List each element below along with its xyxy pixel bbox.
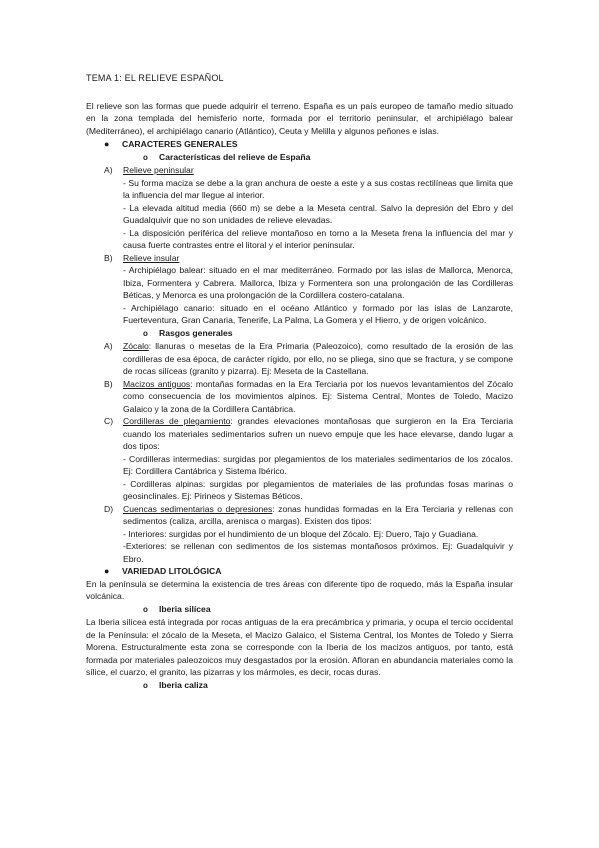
- term-description: : grandes elevaciones montañosas que surgieron en la Era Terciaria cuando los materiales sedimentarios sufren un nuevo empuje que les hace elevarse, dando lugar a dos tipos:: [123, 416, 513, 451]
- subheading-label: Rasgos generales: [159, 327, 233, 338]
- list-item-relieve-insular: [104, 252, 513, 327]
- sub-bullet-icon: o: [143, 152, 148, 162]
- section-heading-variedad: [104, 565, 513, 578]
- intro-paragraph: El relieve son las formas que puede adquirir el terreno. España es un país europeo de tamaño medio situado en la zona templada del hemisferio norte, formada por el territorio peninsular, el archipiélago balear (Mediterráneo), el archipiélago canario (Atlántico), Ceuta y Melilla y algunos peñones e islas.: [86, 100, 513, 136]
- term-description: : zonas hundidas formadas en la Era Terciaria y rellenas con sedimentos (caliza, arcilla, arenisca o margas). Existen dos tipos:: [123, 503, 513, 526]
- subheading-label: Iberia silícea: [159, 603, 211, 614]
- list-marker: B): [104, 252, 113, 263]
- sub-bullet-icon: o: [143, 328, 148, 338]
- list-line: - Cordilleras alpinas: surgidas por plegamientos de materiales de las profundas fosas marinas o geosinclinales. Ej: Pirineos y Sistemas Béticos.: [123, 478, 513, 501]
- list-item-text: [123, 415, 513, 453]
- subheading-rasgos: [143, 327, 513, 341]
- list-line: -Exteriores: se rellenan con sedimentos de los sistemas montañosos próximos. Ej: Guadalquivir y Ebro.: [123, 541, 513, 564]
- list-item-cordilleras: [104, 415, 513, 503]
- subheading-iberia-caliza: [143, 679, 513, 693]
- term: Cordilleras de plegamiento: [123, 416, 231, 426]
- list-item-label: Relieve peninsular: [123, 165, 194, 175]
- bullet-icon: ●: [104, 139, 110, 149]
- document-title: TEMA 1: EL RELIEVE ESPAÑOL: [86, 73, 224, 83]
- list-item-macizos: [104, 378, 513, 416]
- section-intro: En la península se determina la existencia de tres áreas con diferente tipo de roquedo, más la España insular volcánica.: [86, 578, 513, 601]
- list-marker: A): [104, 341, 113, 351]
- list-marker: B): [104, 378, 113, 389]
- list-item-cuencas: [104, 503, 513, 566]
- subheading-caracteristicas: [143, 151, 513, 165]
- list-item-relieve-peninsular: [104, 164, 513, 252]
- term: Zócalo: [123, 341, 149, 351]
- list-item-text: [123, 503, 513, 528]
- list-marker: D): [104, 503, 114, 514]
- subheading-label: Iberia caliza: [159, 679, 208, 690]
- subheading-label: Características del relieve de España: [159, 151, 311, 162]
- term-description: : montañas formadas en la Era Terciaria por los nuevos levantamientos del Zócalo como consecuencia de los movimientos alpinos. Ej: Sistema Central, Montes de Toledo, Macizo Galaico y la zona de la Cordillera Cantábrica.: [123, 378, 513, 414]
- list-line: - Interiores: surgidas por el hundimiento de un bloque del Zócalo. Ej: Duero, Tajo y Guadiana.: [123, 528, 479, 539]
- list-item-zocalo: [104, 340, 513, 378]
- list-item-label: Relieve insular: [123, 252, 180, 263]
- paragraph-iberia-silicea: La Iberia silícea está integrada por rocas antiguas de la era precámbrica y primaria, y ocupa el tercio occidental de la Península: el zócalo de la Meseta, el Macizo Galaico, el Sistema Central, los Montes de Toledo y Sierra Morena. Estructuralmente esta zona se corresponde con la Iberia de los macizos antiguos, por tanto, está formada por materiales paleozoicos muy desgastados por la erosión. Afloran en abundancia materiales como la sílice, el cuarzo, el granito, las pizarras y los mármoles, es decir, rocas duras.: [86, 617, 513, 677]
- section-heading-caracteres: [104, 138, 513, 151]
- list-line: - Su forma maciza se debe a la gran anchura de oeste a este y a sus costas rectilíneas que limita que la influencia del mar llegue al interior.: [123, 177, 513, 200]
- subheading-iberia-silicea: [143, 603, 513, 617]
- term-description: : llanuras o mesetas de la Era Primaria (Paleozoico), como resultado de la erosión de las cordilleras de esa época, de carácter rígido, por ello, no se pliega, sino que se fractura, y se compone de rocas silíceas (granito y pizarra). Ej: Meseta de la Castellana.: [123, 341, 513, 376]
- list-marker: A): [104, 165, 113, 175]
- list-item-text: [123, 340, 513, 378]
- section-heading-label: CARACTERES GENERALES: [122, 139, 238, 149]
- list-line: - Archipiélago balear: situado en el mar mediterráneo. Formado por las islas de Mallorca, Menorca, Ibiza, Formentera y Cabrera. Mallorca, Ibiza y Formentera son una prolongación de las Cordilleras Béticas, y Menorca es una prolongación de la Cordillera costero-catalana.: [123, 265, 513, 300]
- list-line: - Cordilleras intermedias: surgidas por plegamientos de los materiales sedimentarios de los zócalos. Ej: Cordillera Cantábrica y Sistema Ibérico.: [123, 453, 513, 476]
- sub-bullet-icon: o: [143, 680, 148, 690]
- list-marker: C): [104, 416, 114, 426]
- list-line: - La disposición periférica del relieve montañoso en torno a la Meseta frena la influencia del mar y causa fuerte contrastes entre el litoral y el interior peninsular.: [123, 227, 513, 250]
- list-line: - La elevada altitud media (660 m) se debe a la Meseta central. Salvo la depresión del Ebro y del Guadalquivir que no son unidades de relieve elevadas.: [123, 202, 513, 225]
- list-line: - Archipiélago canario: situado en el océano Atlántico y formado por las islas de Lanzarote, Fuerteventura, Gran Canaria, Tenerife, La Palma, La Gomera y el Hierro, y de origen volcánico.: [123, 302, 513, 325]
- term: Macizos antiguos: [123, 378, 191, 389]
- list-item-text: [123, 378, 513, 416]
- term: Cuencas sedimentarias o depresiones: [123, 503, 273, 514]
- bullet-icon: ●: [104, 566, 110, 576]
- section-heading-label: VARIEDAD LITOLÓGICA: [122, 566, 222, 576]
- sub-bullet-icon: o: [143, 604, 148, 614]
